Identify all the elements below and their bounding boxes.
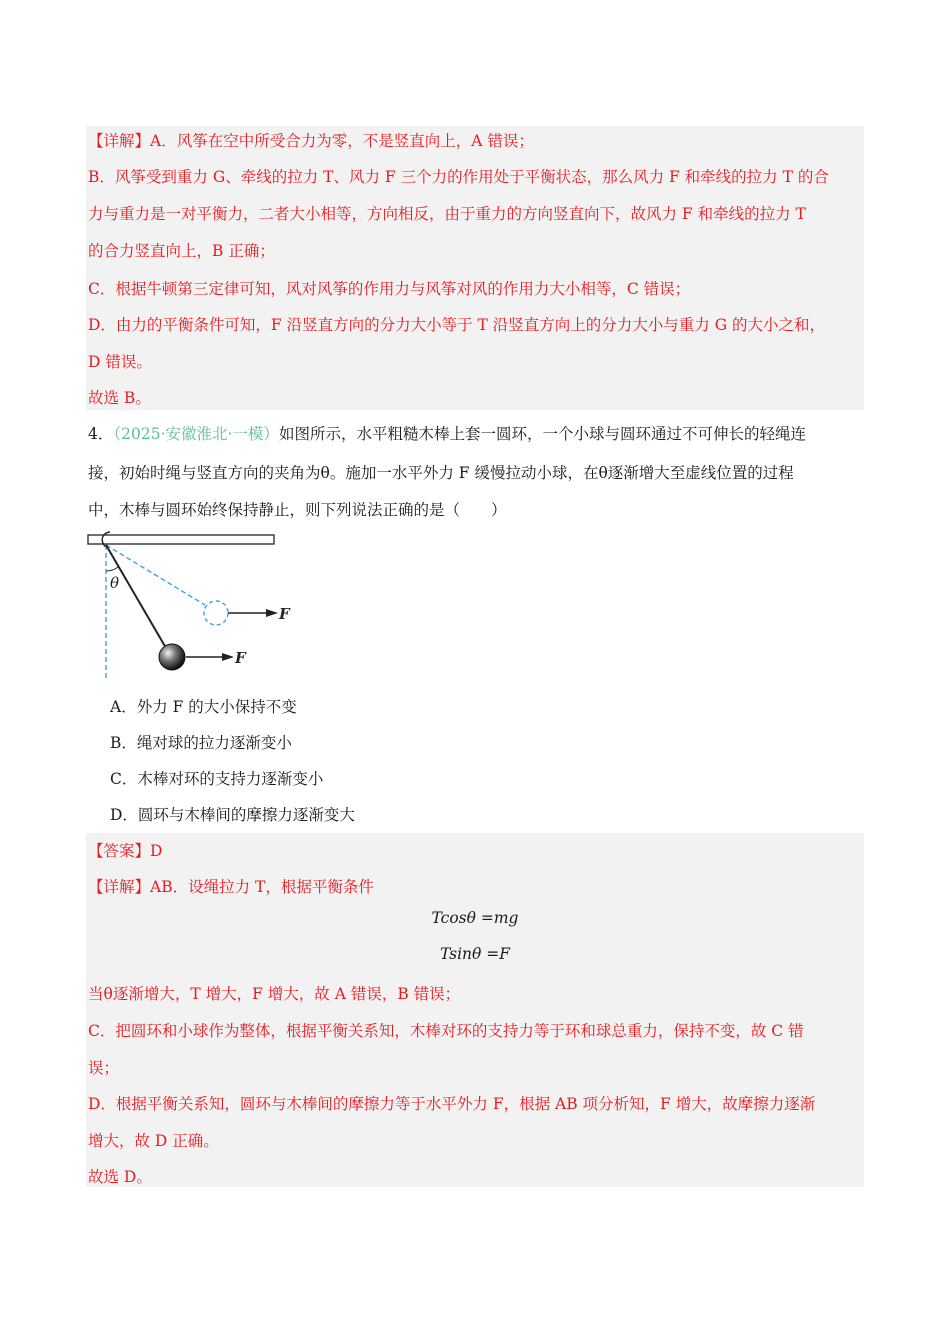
- question-line3: 中，木棒与圆环始终保持静止，则下列说法正确的是（ ）: [88, 501, 507, 519]
- equation-2: Tsinθ =F: [439, 945, 511, 963]
- pendulum-figure: [86, 531, 290, 683]
- dashed-ball: [204, 601, 228, 625]
- wooden-rod: [88, 535, 274, 544]
- detail-c-line2: 误；: [88, 1059, 120, 1077]
- prev-detail-d-line1: D．由力的平衡条件可知，F 沿竖直方向的分力大小等于 T 沿竖直方向上的分力大小与重力 G 的大小之和，: [88, 316, 826, 334]
- detail-label: 【详解】: [88, 878, 151, 896]
- option-c[interactable]: C．木棒对环的支持力逐渐变小: [110, 770, 324, 788]
- prev-detail-b-line1: B．风筝受到重力 G、牵线的拉力 T、风力 F 三个力的作用处于平衡状态，那么风力 F 和牵线的拉力 T 的合: [88, 168, 829, 186]
- prev-detail-d-line2: D 错误。: [88, 353, 152, 371]
- option-d[interactable]: D．圆环与木棒间的摩擦力逐渐变大: [110, 806, 355, 824]
- prev-detail-choice: 故选 B。: [88, 389, 151, 407]
- detail-c-line1: C．把圆环和小球作为整体，根据平衡关系知，木棒对环的支持力等于环和球总重力，保持不变，故 C 错: [88, 1022, 804, 1040]
- force-arrowhead: [222, 653, 234, 661]
- question-source: （2025·安徽淮北·一模）: [113, 425, 279, 443]
- detail-d-line1: D．根据平衡关系知，圆环与木棒间的摩擦力等于水平外力 F，根据 AB 项分析知，F 增大，故摩擦力逐渐: [88, 1095, 816, 1113]
- detail-ab-intro: 【详解】AB．设绳拉力 T，根据平衡条件: [88, 878, 374, 896]
- option-a[interactable]: A．外力 F 的大小保持不变: [110, 698, 297, 716]
- prev-detail-a: 【详解】A．风筝在空中所受合力为零，不是竖直向上，A 错误；: [88, 132, 534, 150]
- question-number: 4．: [88, 425, 114, 443]
- answer-label: 【答案】: [88, 842, 151, 860]
- question-line1: 4．（2025·安徽淮北·一模）如图所示，水平粗糙木棒上套一圆环，一个小球与圆环通过不可伸长的轻绳连: [88, 425, 806, 443]
- prev-detail-label: 【详解】: [88, 132, 151, 150]
- force-label: F: [235, 649, 246, 667]
- solid-rope: [106, 545, 166, 648]
- equation-1: Tcosθ =mg: [431, 909, 519, 927]
- prev-detail-c: C．根据牛顿第三定律可知，风对风筝的作用力与风筝对风的作用力大小相等，C 错误；: [88, 280, 691, 298]
- answer-value: D: [150, 842, 163, 860]
- answer-line: [88, 841, 162, 861]
- detail-choice: 故选 D。: [88, 1168, 152, 1186]
- dashed-rope: [106, 545, 205, 605]
- question-line2: 接，初始时绳与竖直方向的夹角为θ。施加一水平外力 F 缓慢拉动小球，在θ逐渐增大至虚线位置的过程: [88, 464, 794, 482]
- detail-d-line2: 增大，故 D 正确。: [88, 1132, 219, 1150]
- detail-ab-conclusion: 当θ逐渐增大，T 增大，F 增大，故 A 错误，B 错误；: [88, 985, 461, 1003]
- prev-detail-b-line2: 力与重力是一对平衡力，二者大小相等，方向相反，由于重力的方向竖直向下，故风力 F 和牵线的拉力 T: [88, 205, 806, 223]
- theta-arc: [106, 567, 118, 571]
- option-b[interactable]: B．绳对球的拉力逐渐变小: [110, 734, 292, 752]
- force-label-dashed: F: [279, 605, 290, 623]
- ball: [159, 644, 185, 670]
- prev-detail-b-line3: 的合力竖直向上，B 正确；: [88, 242, 275, 260]
- dashed-force-arrowhead: [266, 609, 278, 617]
- theta-label: θ: [110, 574, 120, 592]
